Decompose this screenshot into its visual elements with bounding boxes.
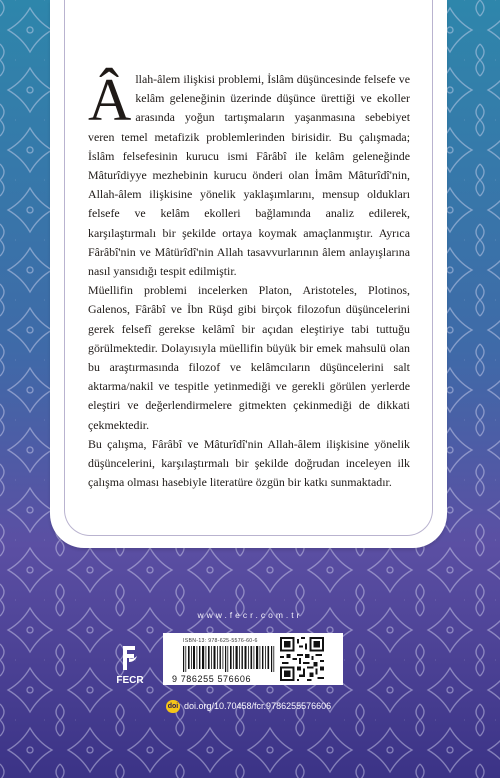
paragraph-1: [88, 67, 410, 281]
paragraph-3: Bu çalışma, Fârâbî ve Mâturîdî'nin Allah-âlem ilişkisine yönelik düşüncelerini, karşılaştırmalı bir şekilde doğrudan inceleyen ilk çalışma olması hasebiyle literatüre özgün bir katkı sunmaktadır.: [88, 436, 410, 490]
isbn-label: ISBN-13: 978-625-5576-60-6: [183, 638, 258, 644]
barcode-icon: [183, 646, 275, 672]
doi-icon: doi: [166, 700, 180, 713]
qr-code-icon[interactable]: [280, 637, 324, 681]
paragraph-1-text: llah-âlem ilişkisi problemi, İslâm düşüncesinde felsefe ve kelâm geleneğinin üzerinde düşünce ürettiği ve ekoller arasında yoğun tartışmaların yaşanmasına sebebiyet veren temel metafizik problemlerinden birisidir. Bu çalışmada; İslâm felsefesinin kurucu ismi Fârâbî ile kelâm geleneğinde Mâturîdiyye mezhebinin kurucu önderi olan İmâm Mâturîdî'nin, Allah-âlem ilişkisine yönelik yaklaşımlarını, mensup oldukları felsefe ve kelâm ekolleri bağlamında analiz edilerek, karşılaştırmalı bir şekilde ortaya koymak amaçlanmıştır. Ayrıca Fârâbî'nin ve Mâtürîdî'nin Allah tasavvurlarının âlem anlayışlarına nasıl yansıdığı tespit edilmiştir.: [88, 72, 410, 279]
back-cover-text: [88, 67, 410, 492]
publisher-website[interactable]: www.fecr.com.tr: [197, 610, 303, 620]
doi-link[interactable]: doi.org/10.70458/fcr.9786255576606: [184, 701, 332, 711]
drop-cap: Â: [88, 67, 132, 133]
publisher-name: FECR: [116, 675, 144, 686]
barcode-number: 9 786255 576606: [172, 674, 252, 684]
paragraph-2: Müellifin problemi incelerken Platon, Aristoteles, Plotinos, Galenos, Fârâbî ve İbn Rüşd gibi birçok filozofun düşüncelerini gerek felsefî gerekse kelâmî bir açıdan eleştiriye tabi tuttuğu görülmektedir. Dolayısıyla müellifin büyük bir emek mahsulü olan bu araştırmasında filozof ve kelâmcıların düşüncelerini salt aktarma/nakil ve tespitle yetinmediği ve gerekli görülen yerlerde eleştiri ve değerlendirmelere gitmekten çekinmediği de dikkati çekmektedir.: [88, 283, 410, 432]
